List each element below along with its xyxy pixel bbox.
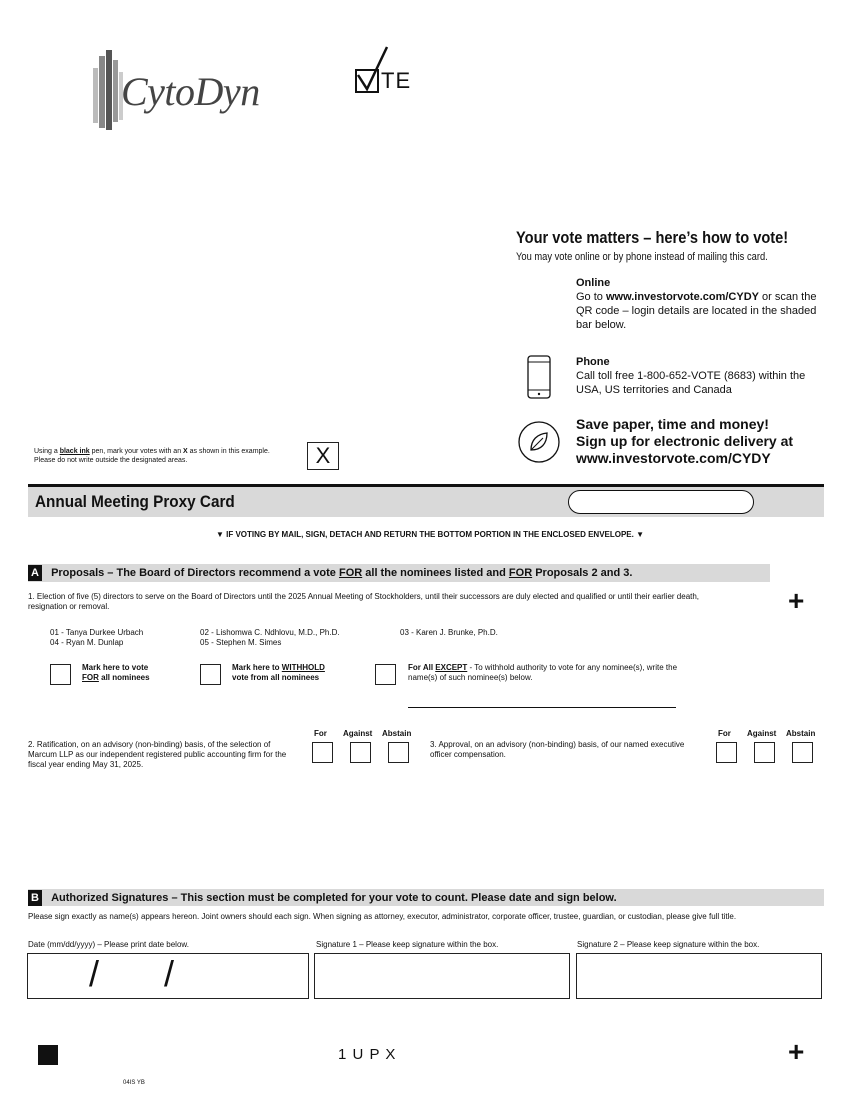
proposal-1-text: 1. Election of five (5) directors to serve on the Board of Directors until the 2025 Annual Meeting of Stockholders, until their successors are duly elected and qualified or until their earlier death, resignation or removal. <box>28 592 700 611</box>
p3-against-checkbox[interactable] <box>754 742 775 763</box>
nominee-01: 01 - Tanya Durkee Urbach <box>50 628 144 637</box>
p3-abstain-checkbox[interactable] <box>792 742 813 763</box>
phone-icon <box>527 355 551 399</box>
section-b-tag: B <box>28 890 42 906</box>
vote-for-all-label: Mark here to vote FOR all nominees <box>82 663 150 682</box>
small-code: 04IS YB <box>123 1080 145 1086</box>
section-b-header: B Authorized Signatures – This section must be completed for your vote to count. Please date and sign below. <box>28 890 617 906</box>
date-separator-2: / <box>164 953 175 994</box>
online-text: Go to www.investorvote.com/CYDY or scan the QR code – login details are located in the shaded bar below. <box>576 291 817 331</box>
proposal-3-text: 3. Approval, on an advisory (non-binding) basis, of our named executive officer compensation. <box>430 740 685 759</box>
registration-square <box>38 1045 58 1065</box>
signature-2-field[interactable] <box>576 953 822 999</box>
company-name: CytoDyn <box>121 69 260 114</box>
plus-mark-bottom: + <box>788 1036 805 1067</box>
withhold-all-checkbox[interactable] <box>200 664 221 685</box>
phone-section <box>576 355 816 397</box>
except-names-line[interactable] <box>408 707 676 708</box>
how-to-vote-subtitle: You may vote online or by phone instead of mailing this card. <box>516 251 768 263</box>
proposal-2-text: 2. Ratification, on an advisory (non-binding) basis, of the selection of Marcum LLP as our independent registered public accounting firm for the fiscal year ending May 31, 2025. <box>28 740 287 769</box>
nominee-02: 02 - Lishomwa C. Ndhlovu, M.D., Ph.D. <box>200 628 340 637</box>
section-a-tag: A <box>28 565 42 581</box>
p2-against-checkbox[interactable] <box>350 742 371 763</box>
p2-for-checkbox[interactable] <box>312 742 333 763</box>
section-a-header: A Proposals – The Board of Directors recommend a vote FOR all the nominees listed and FOR Proposals 2 and 3. <box>28 565 632 581</box>
withhold-all-label: Mark here to WITHHOLD vote from all nominees <box>232 663 325 682</box>
signature-2-label: Signature 2 – Please keep signature within the box. <box>577 940 760 949</box>
for-all-except-label: For All EXCEPT - To withhold authority to vote for any nominee(s), write the name(s) of such nominee(s) below. <box>408 663 678 682</box>
date-label: Date (mm/dd/yyyy) – Please print date below. <box>28 940 189 949</box>
vote-text: TE <box>381 68 412 93</box>
leaf-eco-icon <box>517 420 561 464</box>
phone-title: Phone <box>576 356 610 368</box>
signature-instructions: Please sign exactly as name(s) appears hereon. Joint owners should each sign. When signing as attorney, executor, administrator, corporate officer, trustee, guardian, or custodian, please give full title. <box>28 912 737 921</box>
nominee-03: 03 - Karen J. Brunke, Ph.D. <box>400 628 498 637</box>
vote-for-all-checkbox[interactable] <box>50 664 71 685</box>
example-mark-box: X <box>307 442 339 470</box>
online-section <box>576 276 826 332</box>
p3-col-against: Against <box>747 729 777 738</box>
detach-notice: ▼ IF VOTING BY MAIL, SIGN, DETACH AND RETURN THE BOTTOM PORTION IN THE ENCLOSED ENVELOPE. ▼ <box>216 530 645 539</box>
form-code: 1 U P X <box>338 1046 397 1063</box>
ink-instructions: Using a black ink pen, mark your votes with an X as shown in this example. Please do not write outside the designated areas. <box>34 448 270 464</box>
for-all-except-checkbox[interactable] <box>375 664 396 685</box>
cytodyn-logo <box>93 50 263 130</box>
p3-for-checkbox[interactable] <box>716 742 737 763</box>
cytodyn-bars-icon <box>93 50 123 130</box>
how-to-vote-title: Your vote matters – here’s how to vote! <box>516 228 789 247</box>
date-separator-1: / <box>89 953 100 994</box>
p3-col-for: For <box>718 729 731 738</box>
p2-col-against: Against <box>343 729 373 738</box>
eco-section <box>576 416 793 467</box>
phone-text: Call toll free 1-800-652-VOTE (8683) within the USA, US territories and Canada <box>576 370 806 396</box>
p2-abstain-checkbox[interactable] <box>388 742 409 763</box>
vote-logo <box>355 45 445 95</box>
control-number-field <box>568 490 754 514</box>
p2-col-abstain: Abstain <box>382 729 412 738</box>
signature-1-label: Signature 1 – Please keep signature within the box. <box>316 940 499 949</box>
online-title: Online <box>576 277 611 289</box>
eco-line-1: Save paper, time and money! <box>576 416 769 432</box>
plus-mark-top: + <box>788 585 805 616</box>
nominee-04: 04 - Ryan M. Dunlap <box>50 638 124 647</box>
p3-col-abstain: Abstain <box>786 729 816 738</box>
online-url[interactable]: www.investorvote.com/CYDY <box>605 291 759 303</box>
nominee-05: 05 - Stephen M. Simes <box>200 638 282 647</box>
eco-line-2: Sign up for electronic delivery at <box>576 433 794 449</box>
eco-line-3[interactable]: www.investorvote.com/CYDY <box>576 450 771 466</box>
card-title: Annual Meeting Proxy Card <box>35 492 235 511</box>
signature-1-field[interactable] <box>314 953 570 999</box>
p2-col-for: For <box>314 729 327 738</box>
